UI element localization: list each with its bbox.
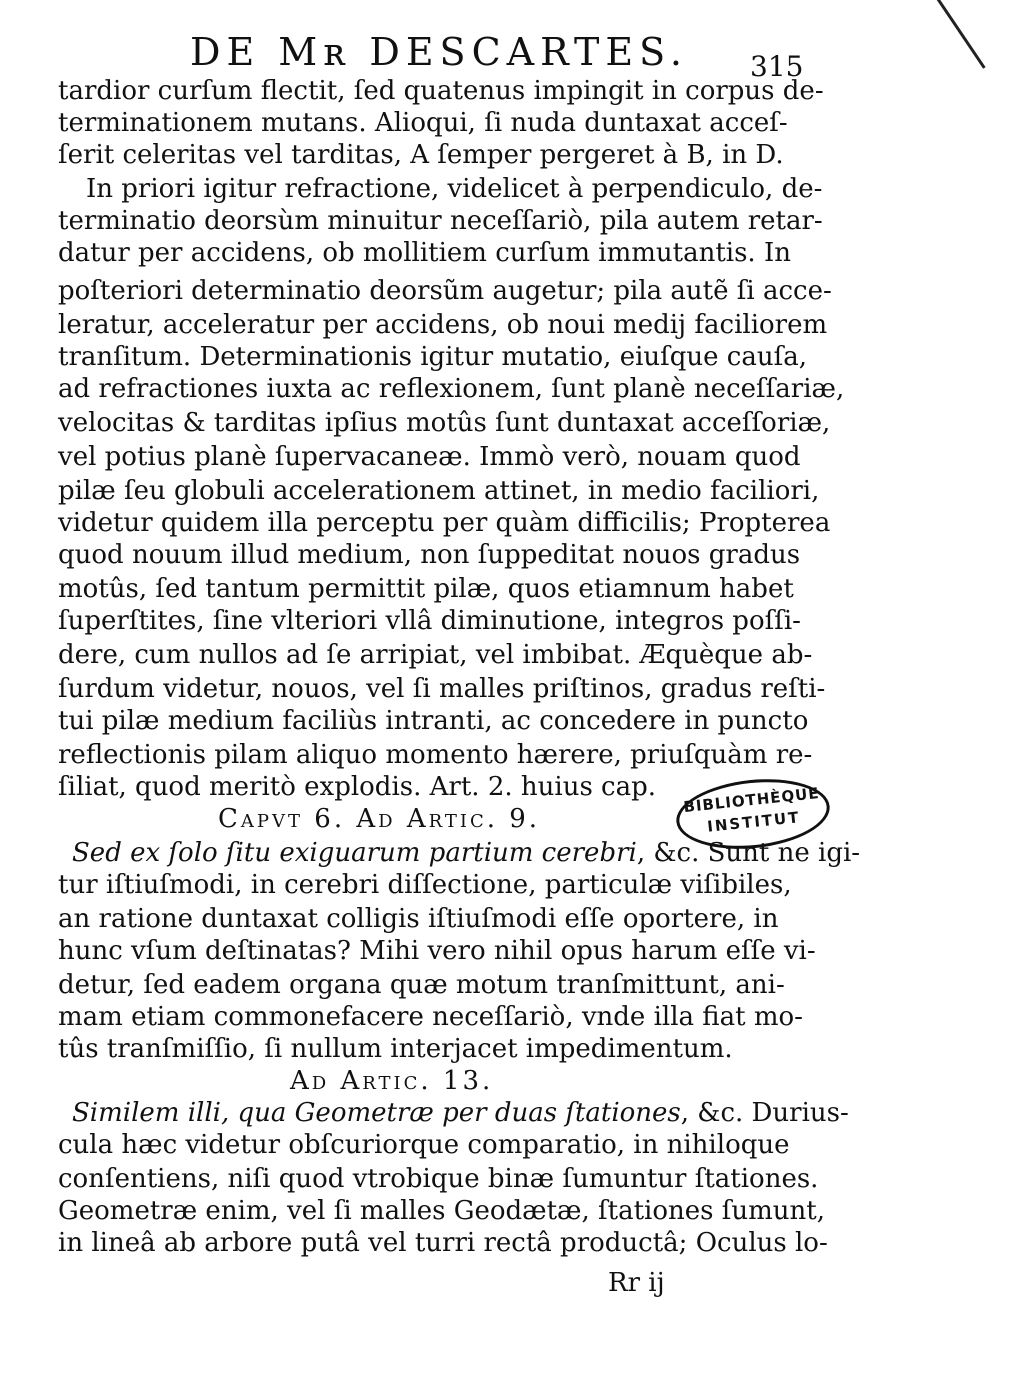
text-line: videtur quidem illa perceptu per quàm difficilis; Propterea: [58, 508, 831, 538]
text-line: cula hæc videtur obſcuriorque comparatio, in nihiloque: [58, 1130, 790, 1160]
text-line: terminatio deorsùm minuitur neceſſariò, pila autem retar-: [58, 206, 823, 236]
section-heading: Ad Artic. 13.: [290, 1066, 494, 1096]
text-line: conſentiens, niſi quod vtrobique binæ ſumuntur ſtationes.: [58, 1164, 819, 1194]
text-line: pilæ ſeu globuli accelerationem attinet, in medio faciliori,: [58, 476, 820, 506]
text-line: ſerit celeritas vel tarditas, A ſemper pergeret à B, in D.: [58, 140, 784, 170]
text-line: In priori igitur refractione, videlicet à perpendiculo, de-: [86, 174, 823, 204]
text-line: leratur, acceleratur per accidens, ob noui medij faciliorem: [58, 310, 828, 340]
running-head: DE Mʀ DESCARTES.: [190, 30, 688, 74]
text-line: tur iſtiuſmodi, in cerebri diſſectione, particulæ viſibiles,: [58, 870, 792, 900]
text-line: tui pilæ medium faciliùs intranti, ac concedere in puncto: [58, 706, 809, 736]
text-line: vel potius planè ſupervacaneæ. Immò verò, nouam quod: [58, 442, 801, 472]
text-line: [72, 838, 860, 868]
text-line: mam etiam commonefacere neceſſariò, vnde illa fiat mo-: [58, 1002, 803, 1032]
text-line: hunc vſum deſtinatas? Mihi vero nihil opus harum eſſe vi-: [58, 936, 816, 966]
text-line: Geometræ enim, vel ſi malles Geodætæ, ſtationes ſumunt,: [58, 1196, 825, 1226]
signature-mark: Rr ij: [608, 1268, 665, 1298]
stamp-top-text: BIBLIOTHÈQUE: [682, 783, 821, 817]
text-line: ſurdum videtur, nouos, vel ſi malles priſtinos, gradus reſti-: [58, 674, 826, 704]
text-line: an ratione duntaxat colligis iſtiuſmodi eſſe oportere, in: [58, 904, 779, 934]
text-line: in lineâ ab arbore putâ vel turri rectâ productâ; Oculus lo-: [58, 1228, 828, 1258]
text-line: tranſitum. Determinationis igitur mutatio, eiuſque cauſa,: [58, 342, 807, 372]
stamp-bottom-text: INSTITUT: [706, 808, 802, 836]
text-line: dere, cum nullos ad ſe arripiat, vel imbibat. Æquèque ab-: [58, 640, 813, 670]
text-line: [72, 1098, 849, 1128]
text-line: poſteriori determinatio deorsũm augetur; pila autẽ ſi acce-: [58, 276, 832, 306]
page-edge-mark: [930, 0, 986, 69]
text-line: datur per accidens, ob mollitiem curſum immutantis. In: [58, 238, 791, 268]
text-line: detur, ſed eadem organa quæ motum tranſmittunt, ani-: [58, 970, 785, 1000]
italic-quote: Sed ex ſolo ſitu exiguarum partium cerebri: [72, 838, 637, 868]
text-line: ſiliat, quod meritò explodis. Art. 2. huius cap.: [58, 772, 657, 802]
section-heading: Capvt 6. Ad Artic. 9.: [218, 804, 541, 834]
text-line: tûs tranſmiſſio, ſi nullum interjacet impedimentum.: [58, 1034, 733, 1064]
page-number: 315: [750, 50, 804, 83]
text-line: velocitas & tarditas ipſius motûs ſunt duntaxat acceſſoriæ,: [58, 408, 831, 438]
text-line: reflectionis pilam aliquo momento hærere, priuſquàm re-: [58, 740, 813, 770]
text-line: ſuperſtites, ſine vlteriori vllâ diminutione, integros poſſi-: [58, 606, 801, 636]
text-line: ad refractiones iuxta ac reflexionem, ſunt planè neceſſariæ,: [58, 374, 845, 404]
text-line: tardior curſum flectit, ſed quatenus impingit in corpus de-: [58, 76, 824, 106]
text-fragment: , &c. Sunt ne igi-: [636, 838, 861, 868]
italic-quote: Similem illi, qua Geometræ per duas ſtationes: [72, 1098, 681, 1128]
text-line: quod nouum illud medium, non ſuppeditat nouos gradus: [58, 540, 801, 570]
text-line: motûs, ſed tantum permittit pilæ, quos etiamnum habet: [58, 574, 794, 604]
text-fragment: , &c. Durius-: [680, 1098, 849, 1128]
text-line: terminationem mutans. Alioqui, ſi nuda duntaxat acceſ-: [58, 108, 788, 138]
